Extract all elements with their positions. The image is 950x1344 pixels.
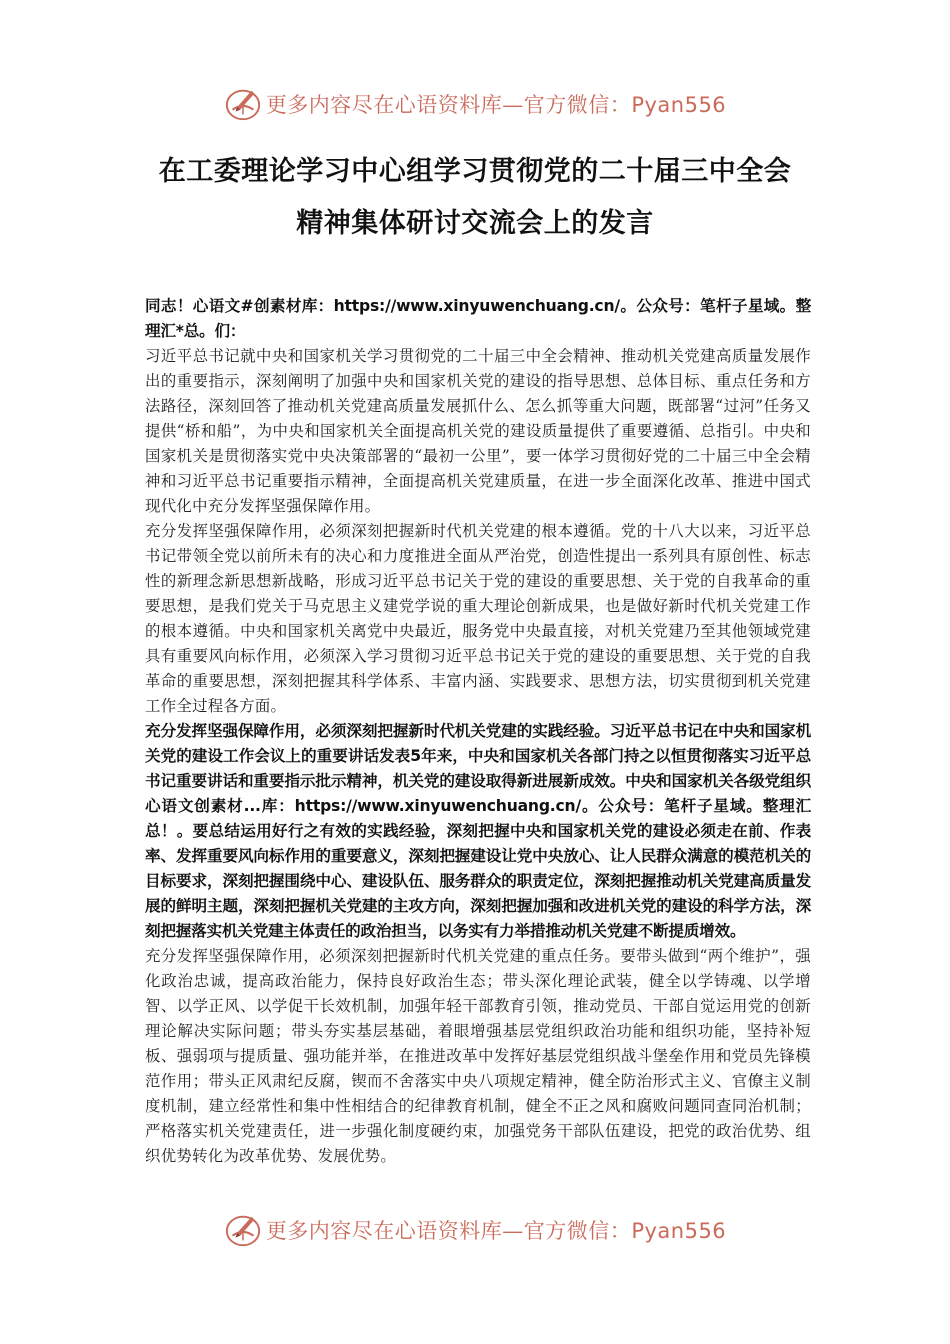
header-banner [0, 82, 950, 126]
banner-text [266, 89, 726, 119]
body-paragraph-1: 习近平总书记就中央和国家机关学习贯彻党的二十届三中全会精神、推动机关党建高质量发展作出的重要指示，深刻阐明了加强中央和国家机关党的建设的指导思想、总体目标、重点任务和方法路径，深刻回答了推动机关党建高质量发展抓什么、怎么抓等重大问题，既部署“过河”任务又提供“桥和船”，为中央和国家机关全面提高机关党的建设质量提供了重要遵循、总指引。中央和国家机关是贯彻落实党中央决策部署的“最初一公里”，要一体学习贯彻好党的二十届三中全会精神和习近平总书记重要指示精神，全面提高机关党建质量，在进一步全面深化改革、推进中国式现代化中充分发挥坚强保障作用。 [145, 347, 811, 515]
salutation-paragraph: 同志！心语文#创素材库：https://www.xinyuwenchuang.cn/。公众号：笔杆子星域。整理汇*总。们： [145, 297, 811, 340]
banner-slogan: 更多内容尽在心语资料库—官方微信： [265, 1219, 632, 1243]
banner-wechat-id: Pyan556 [631, 1219, 727, 1243]
book-pen-logo-icon [224, 85, 262, 123]
document-body [145, 294, 811, 1169]
body-paragraph-4: 充分发挥坚强保障作用，必须深刻把握新时代机关党建的重点任务。要带头做到“两个维护”，强化政治忠诚，提高政治能力，保持良好政治生态；带头深化理论武装，健全以学铸魂、以学增智、以学正风、以学促干长效机制，加强年轻干部教育引领，推动党员、干部自觉运用党的创新理论解决实际问题；带头夯实基层基础，着眼增强基层党组织政治功能和组织功能，坚持补短板、强弱项与提质量、强功能并举，在推进改革中发挥好基层党组织战斗堡垒作用和党员先锋模范作用；带头正风肃纪反腐，锲而不舍落实中央八项规定精神，健全防治形式主义、官僚主义制度机制，建立经常性和集中性相结合的纪律教育机制，健全不正之风和腐败问题同查同治机制；严格落实机关党建责任，进一步强化制度硬约束，加强党务干部队伍建设，把党的政治优势、组织优势转化为改革优势、发展优势。 [145, 947, 811, 1165]
book-pen-logo-icon [224, 1211, 262, 1249]
document-title [60, 146, 890, 250]
title-line-1: 在工委理论学习中心组学习贯彻党的二十届三中全会 [158, 156, 792, 187]
banner-text [266, 1215, 726, 1245]
footer-banner [0, 1208, 950, 1252]
banner-slogan: 更多内容尽在心语资料库—官方微信： [265, 93, 632, 117]
body-paragraph-2: 充分发挥坚强保障作用，必须深刻把握新时代机关党建的根本遵循。党的十八大以来，习近平总书记带领全党以前所未有的决心和力度推进全面从严治党，创造性提出一系列具有原创性、标志性的新理念新思想新战略，形成习近平总书记关于党的建设的重要思想、关于党的自我革命的重要思想，是我们党关于马克思主义建党学说的重大理论创新成果，也是做好新时代机关党建工作的根本遵循。中央和国家机关离党中央最近，服务党中央最直接，对机关党建乃至其他领域党建具有重要风向标作用，必须深入学习贯彻习近平总书记关于党的建设的重要思想、关于党的自我革命的重要思想，深刻把握其科学体系、丰富内涵、实践要求、思想方法，切实贯彻到机关党建工作全过程各方面。 [145, 522, 811, 715]
body-paragraph-3: 充分发挥坚强保障作用，必须深刻把握新时代机关党建的实践经验。习近平总书记在中央和国家机关党的建设工作会议上的重要讲话发表5年来，中央和国家机关各部门持之以恒贯彻落实习近平总书记重要讲话和重要指示批示精神，机关党的建设取得新进展新成效。中央和国家机关各级党组织心语文创素材...库：https://www.xinyuwenchuang.cn/。公众号：笔杆子星域。整理汇总！。要总结运用好行之有效的实践经验，深刻把握中央和国家机关党的建设必须走在前、作表率、发挥重要风向标作用的重要意义，深刻把握建设让党中央放心、让人民群众满意的模范机关的目标要求，深刻把握围绕中心、建设队伍、服务群众的职责定位，深刻把握推动机关党建高质量发展的鲜明主题，深刻把握机关党建的主攻方向，深刻把握加强和改进机关党的建设的科学方法，深刻把握落实机关党建主体责任的政治担当，以务实有力举措推动机关党建不断提质增效。 [145, 722, 811, 940]
title-line-2: 精神集体研讨交流会上的发言 [296, 208, 654, 239]
banner-wechat-id: Pyan556 [631, 93, 727, 117]
